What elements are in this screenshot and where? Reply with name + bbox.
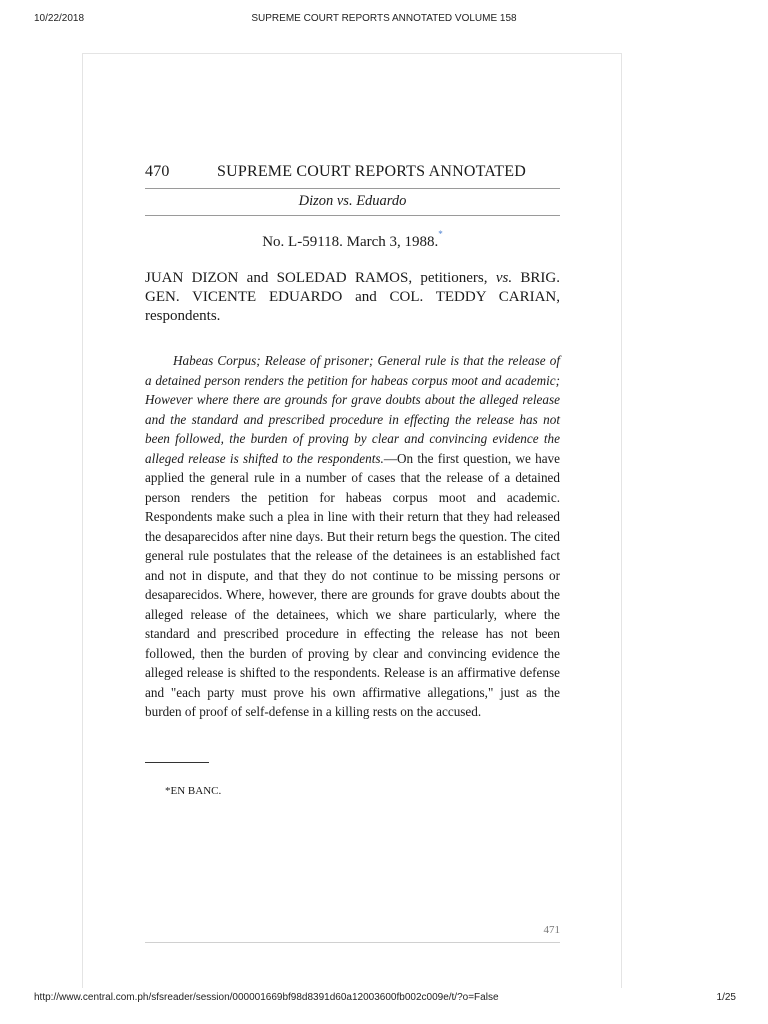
respondents: BRIG. GEN. VICENTE EDUARDO and COL. TEDDY CARIAN, respondents.: [145, 270, 561, 324]
body-paragraph: [145, 351, 560, 722]
syllabus-text: Habeas Corpus; Release of prisoner; General rule is that the release of a detained person renders the petition for habeas corpus moot and academic; However where there are grounds for grave doubts about the alleged release and the standard and prescribed procedure in effecting the release has not been followed, the burden of proving by clear and convincing evidence the alleged release is shifted to the respondents.: [145, 353, 560, 466]
page-content: [145, 160, 560, 797]
print-document-title: SUPREME COURT REPORTS ANNOTATED VOLUME 158: [251, 13, 517, 24]
parties: [145, 269, 560, 326]
opinion-text: —On the first question, we have applied the general rule in a number of cases that the release of a detained person renders the petition for habeas corpus moot and academic. Respondents make such a plea in line with their return that they had released the desaparecidos after nine days. But their return begs the question. The cited general rule postulates that the release of the detainees is an established fact and not in dispute, and that they do not continue to be missing persons or desaparecidos. Where, however, there are grounds for grave doubts about the alleged release of the detainees, which we share particularly, where the standard and prescribed procedure in effecting the release has not been followed, then the burden of proving by clear and convincing evidence the alleged release is shifted to the respondents. Release is an affirmative defense and "each party must prove his own affirmative allegations," just as the burden of proof of self-defense in a killing rests on the accused.: [145, 450, 560, 719]
next-page-number: 471: [543, 924, 560, 936]
running-head: [145, 160, 560, 188]
petitioners: JUAN DIZON and SOLEDAD RAMOS, petitioners,: [145, 270, 488, 286]
case-number: [145, 229, 560, 256]
case-number-text: No. L-59118. March 3, 1988.: [262, 234, 439, 250]
page-break-rule: [145, 942, 560, 943]
print-header: [0, 13, 768, 27]
print-url: http://www.central.com.ph/sfsreader/session/000001669bf98d8391d60a12003600fb002c009e/t/?o=False: [34, 992, 499, 1003]
versus: vs.: [495, 270, 513, 286]
case-title-rule: [145, 215, 560, 216]
print-footer: [0, 992, 768, 1006]
page-number: 470: [145, 163, 170, 180]
case-title: Dizon vs. Eduardo: [298, 193, 407, 209]
footnote-link[interactable]: *: [438, 229, 443, 239]
footnote-rule: [145, 762, 209, 763]
series-title: SUPREME COURT REPORTS ANNOTATED: [217, 163, 526, 180]
footnote: *EN BANC.: [165, 784, 222, 797]
print-date: 10/22/2018: [34, 13, 85, 24]
print-page-count: 1/25: [716, 992, 736, 1003]
